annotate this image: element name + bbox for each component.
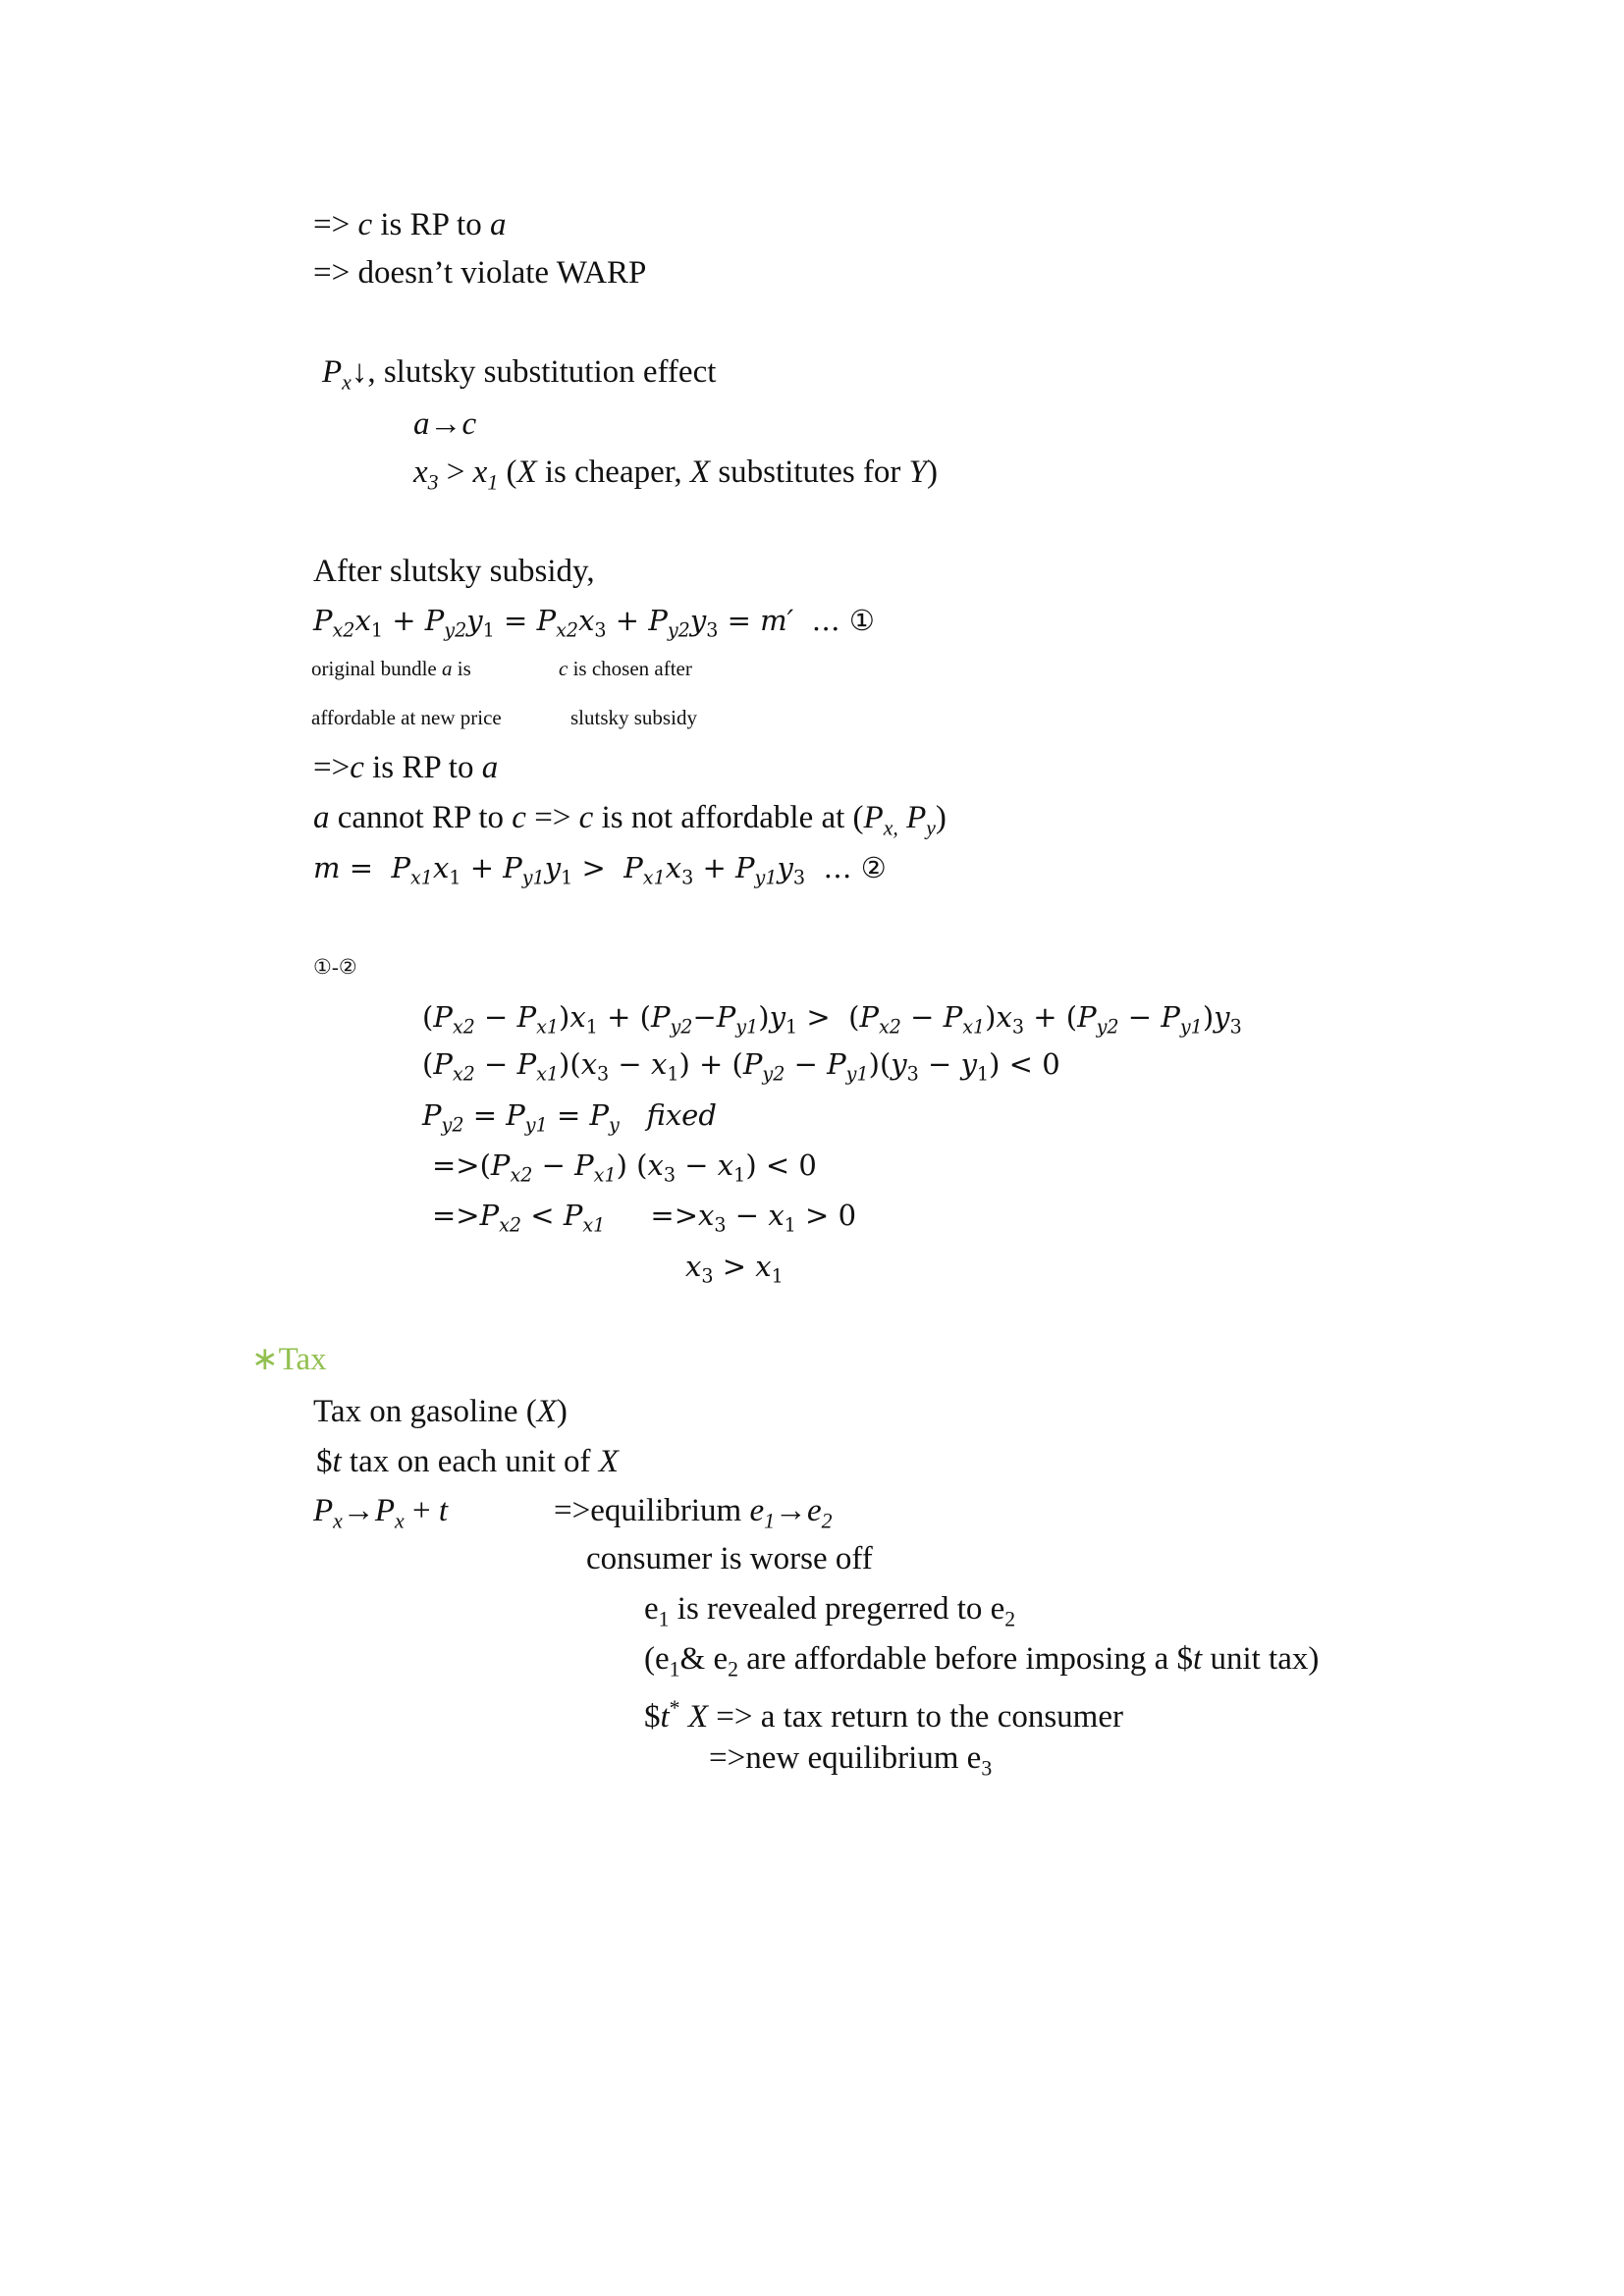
text-segment: 3: [714, 1213, 727, 1237]
text-segment: P: [563, 1199, 583, 1232]
derivation-6: [685, 1247, 784, 1297]
text-segment: +: [383, 604, 425, 637]
text-segment: 1: [785, 1015, 798, 1039]
text-segment: =>: [525, 800, 579, 835]
text-segment: > (: [797, 1000, 860, 1034]
a-to-c: [413, 404, 476, 444]
text-segment: P: [391, 851, 410, 884]
text-segment: 3: [681, 866, 694, 889]
text-segment: is RP to: [363, 750, 482, 785]
no-warp-violation: [313, 253, 646, 293]
text-segment: x: [698, 1199, 715, 1232]
text-segment: x2: [332, 618, 355, 642]
text-segment: )(: [559, 1047, 581, 1081]
text-segment: e: [807, 1493, 822, 1528]
text-segment: y2: [1096, 1015, 1119, 1039]
text-segment: x: [569, 1000, 586, 1034]
text-segment: ): [758, 1000, 770, 1034]
text-segment: x2: [452, 1015, 475, 1039]
text-segment: (: [498, 454, 517, 490]
text-segment: x2: [878, 1015, 901, 1039]
text-segment: −: [726, 1199, 769, 1232]
text-segment: c: [357, 207, 373, 242]
worse-off: [586, 1539, 873, 1578]
derivation-5: [432, 1196, 856, 1246]
text-segment: are affordable before imposing a $: [738, 1641, 1194, 1677]
text-segment: 2: [1004, 1607, 1016, 1631]
text-segment: … ①: [793, 604, 875, 637]
text-segment: P: [623, 851, 643, 884]
text-segment: original bundle: [311, 657, 442, 680]
price-change: [313, 1491, 448, 1541]
text-segment: x: [578, 604, 595, 637]
affordable-before-tax: [644, 1639, 1319, 1689]
text-segment: 2: [728, 1657, 738, 1682]
text-segment: … ②: [805, 851, 887, 884]
text-segment: P: [827, 1047, 846, 1081]
text-segment: x: [665, 851, 682, 884]
text-segment: −: [900, 1000, 944, 1034]
text-segment: P: [313, 604, 333, 637]
text-segment: + (: [597, 1000, 651, 1034]
text-segment: y: [777, 851, 793, 884]
text-segment: X: [516, 454, 537, 490]
text-segment: x2: [556, 618, 579, 642]
text-segment: x: [432, 851, 450, 884]
text-segment: a: [481, 750, 499, 785]
text-segment: x: [354, 604, 371, 637]
text-segment: 1: [482, 618, 495, 642]
text-segment: x: [768, 1199, 785, 1232]
text-segment: (: [422, 1047, 434, 1081]
after-subsidy: [313, 552, 595, 591]
text-segment: t: [332, 1444, 342, 1479]
text-segment: X: [536, 1394, 557, 1429]
text-segment: is revealed pregerred to e: [669, 1591, 1005, 1627]
text-segment: x1: [642, 866, 666, 889]
text-segment: y: [544, 851, 562, 884]
text-segment: y: [769, 1000, 785, 1034]
text-segment: x2: [452, 1062, 475, 1086]
text-segment: a: [313, 800, 330, 835]
text-segment: [898, 800, 906, 835]
text-segment: x: [395, 1509, 405, 1533]
note-original-bundle: [311, 656, 471, 681]
text-segment: =>equilibrium: [554, 1493, 750, 1528]
text-segment: x: [472, 454, 488, 490]
text-segment: (e: [644, 1641, 670, 1677]
text-segment: a: [441, 657, 453, 680]
tax-on-gasoline: [313, 1392, 568, 1431]
text-segment: 3: [701, 1264, 714, 1288]
text-segment: +: [404, 1493, 439, 1528]
text-segment: P: [422, 1098, 442, 1132]
text-segment: x,: [883, 816, 898, 840]
tax-per-unit: [316, 1442, 619, 1481]
text-segment: y1: [1179, 1015, 1203, 1039]
text-segment: P: [716, 1000, 736, 1034]
derivation-2: [422, 1044, 1060, 1095]
text-segment: y1: [524, 1113, 548, 1137]
text-segment: & e: [679, 1641, 729, 1677]
text-segment: ): [985, 1000, 997, 1034]
text-segment: 2: [821, 1509, 833, 1533]
text-segment: $: [316, 1444, 333, 1479]
text-segment: 3: [597, 1062, 610, 1086]
text-segment: y2: [667, 618, 690, 642]
equilibrium-change: [554, 1491, 833, 1541]
tax-return: [644, 1688, 1123, 1736]
text-segment: y1: [735, 1015, 759, 1039]
text-segment: =>(: [432, 1148, 491, 1182]
text-segment: P: [374, 1493, 396, 1528]
text-segment: =>new equilibrium e: [709, 1740, 982, 1776]
text-segment: y2: [441, 1113, 464, 1137]
text-segment: <: [521, 1199, 564, 1232]
derivation-3: [422, 1095, 717, 1146]
text-segment: 1: [487, 470, 499, 495]
text-segment: x2: [510, 1163, 533, 1187]
text-segment: ↓, slutsky substitution effect: [351, 354, 717, 390]
text-segment: 1: [733, 1163, 746, 1187]
text-segment: m′: [760, 604, 794, 637]
derivation-4: [432, 1146, 817, 1196]
eq1-minus-eq2: [313, 954, 357, 980]
text-segment: x: [996, 1000, 1012, 1034]
text-segment: −: [609, 1047, 651, 1081]
text-segment: 1: [976, 1062, 990, 1086]
text-segment: −: [474, 1047, 517, 1081]
text-segment: −: [692, 1000, 717, 1034]
text-segment: P: [503, 851, 522, 884]
text-segment: c: [461, 406, 477, 442]
text-segment: =>: [313, 207, 358, 242]
text-segment: y2: [670, 1015, 693, 1039]
text-segment: ): [927, 454, 939, 490]
text-segment: P: [1161, 1000, 1180, 1034]
text-segment: 1: [449, 866, 461, 889]
text-segment: =: [463, 1098, 507, 1132]
text-segment: y: [689, 604, 707, 637]
text-segment: +: [693, 851, 736, 884]
px-decrease: [322, 352, 716, 402]
text-segment: substitutes for: [710, 454, 909, 490]
text-segment: is cheaper,: [536, 454, 690, 490]
note-affordable: [311, 705, 502, 730]
text-segment: >: [438, 454, 473, 490]
text-segment: is: [452, 657, 471, 680]
a-cannot-rp: [313, 798, 947, 848]
text-segment: −: [532, 1148, 575, 1182]
text-segment: 3: [427, 470, 439, 495]
text-segment: 3: [981, 1756, 993, 1781]
text-segment: => doesn’t violate WARP: [313, 255, 647, 291]
derivation-1: [422, 997, 1242, 1047]
text-segment: ①-②: [313, 955, 357, 979]
text-segment: => a tax return to the consumer: [707, 1698, 1123, 1735]
text-segment: (: [422, 1000, 434, 1034]
text-segment: ) (: [616, 1148, 648, 1182]
text-segment: P: [648, 604, 668, 637]
text-segment: x: [755, 1250, 772, 1283]
text-segment: ∗Tax: [251, 1342, 327, 1377]
text-segment: + (: [1024, 1000, 1078, 1034]
text-segment: t: [1193, 1641, 1203, 1677]
text-segment: X: [689, 454, 711, 490]
text-segment: consumer is worse off: [586, 1541, 873, 1576]
note-c-chosen: [559, 656, 692, 681]
text-segment: ) < 0: [989, 1047, 1060, 1081]
text-segment: e: [749, 1493, 765, 1528]
text-segment: ): [935, 800, 947, 835]
text-segment: P: [424, 604, 445, 637]
text-segment: P: [1077, 1000, 1097, 1034]
text-segment: tax on each unit of: [341, 1444, 599, 1479]
text-segment: −: [785, 1047, 828, 1081]
text-segment: c: [559, 657, 568, 680]
text-segment: Y: [908, 454, 928, 490]
text-segment: x2: [499, 1213, 522, 1237]
text-segment: →: [429, 406, 462, 442]
text-segment: y1: [754, 866, 778, 889]
equation-2: [313, 848, 887, 898]
text-segment: y1: [845, 1062, 869, 1086]
text-segment: cannot RP to: [329, 800, 513, 835]
text-segment: P: [313, 1493, 334, 1528]
text-segment: 1: [764, 1509, 775, 1533]
x3-gt-x1: [413, 453, 938, 503]
text-segment: =: [494, 604, 537, 637]
text-segment: x: [413, 454, 428, 490]
text-segment: ): [556, 1394, 568, 1429]
text-segment: [620, 1098, 647, 1132]
text-segment: y: [1214, 1000, 1230, 1034]
note-slutsky-subsidy: [570, 705, 697, 730]
text-segment: P: [742, 1047, 763, 1081]
text-segment: =: [340, 851, 392, 884]
text-segment: +: [460, 851, 504, 884]
text-segment: P: [433, 1000, 453, 1034]
text-segment: x1: [536, 1015, 560, 1039]
text-segment: 1: [771, 1264, 784, 1288]
text-segment: x1: [536, 1062, 560, 1086]
text-segment: P: [479, 1199, 500, 1232]
tax-heading: [251, 1340, 327, 1379]
text-segment: −: [918, 1047, 961, 1081]
text-segment: x: [717, 1148, 734, 1182]
text-segment: fixed: [646, 1098, 717, 1132]
text-segment: P: [735, 851, 755, 884]
text-segment: −: [676, 1148, 718, 1182]
text-segment: y2: [762, 1062, 785, 1086]
text-segment: y2: [444, 618, 467, 642]
text-segment: =>: [605, 1199, 699, 1232]
text-segment: 1: [370, 618, 384, 642]
text-segment: a: [489, 207, 507, 242]
text-segment: P: [906, 800, 927, 835]
text-segment: > 0: [795, 1199, 857, 1232]
text-segment: [680, 1699, 688, 1735]
text-segment: =>: [432, 1199, 480, 1232]
text-segment: 3: [706, 618, 719, 642]
text-segment: 1: [585, 1015, 598, 1039]
text-segment: *: [669, 1696, 680, 1720]
text-segment: c: [350, 750, 364, 785]
text-segment: is RP to: [372, 207, 490, 242]
text-segment: affordable at new price: [311, 706, 502, 729]
text-segment: a: [413, 406, 430, 442]
text-segment: 1: [667, 1062, 679, 1086]
text-segment: $: [644, 1698, 661, 1735]
text-segment: →: [775, 1493, 807, 1528]
text-segment: P: [433, 1047, 453, 1081]
text-segment: P: [650, 1000, 671, 1034]
text-segment: y: [960, 1047, 977, 1081]
text-segment: P: [859, 1000, 879, 1034]
text-segment: x: [650, 1047, 668, 1081]
text-segment: 3: [1229, 1015, 1242, 1039]
text-segment: c: [512, 800, 526, 835]
text-segment: Tax on gasoline (: [313, 1394, 537, 1429]
text-segment: is chosen after: [568, 657, 692, 680]
text-segment: P: [536, 604, 557, 637]
text-segment: y: [926, 816, 936, 840]
text-segment: >: [572, 851, 624, 884]
text-segment: unit tax): [1202, 1641, 1320, 1677]
text-segment: 1: [658, 1607, 670, 1631]
text-segment: 1: [784, 1213, 796, 1237]
text-segment: x: [342, 370, 352, 395]
text-segment: 1: [669, 1657, 680, 1682]
text-segment: ) + (: [678, 1047, 743, 1081]
text-segment: P: [490, 1148, 511, 1182]
text-segment: e: [644, 1591, 659, 1627]
text-segment: >: [713, 1250, 756, 1283]
text-segment: P: [506, 1098, 525, 1132]
text-segment: x1: [409, 866, 433, 889]
text-segment: −: [1118, 1000, 1162, 1034]
text-segment: t: [660, 1698, 670, 1735]
text-segment: P: [516, 1047, 537, 1081]
text-segment: P: [943, 1000, 963, 1034]
text-segment: =>: [313, 750, 351, 785]
text-segment: x1: [593, 1163, 617, 1187]
text-segment: )(: [868, 1047, 892, 1081]
revealed-preferred: [644, 1589, 1015, 1639]
text-segment: P: [574, 1148, 594, 1182]
text-segment: After slutsky subsidy,: [313, 554, 595, 589]
text-segment: x: [685, 1250, 702, 1283]
text-segment: x1: [962, 1015, 986, 1039]
text-segment: P: [322, 354, 343, 390]
text-segment: P: [589, 1098, 610, 1132]
text-segment: 3: [792, 866, 806, 889]
text-segment: y1: [521, 866, 545, 889]
text-segment: c: [578, 800, 594, 835]
text-segment: 1: [561, 866, 573, 889]
text-segment: x: [333, 1509, 343, 1533]
c-rp-to-a-2: [313, 748, 498, 787]
text-segment: P: [863, 800, 884, 835]
text-segment: 3: [906, 1062, 919, 1086]
text-segment: ) < 0: [745, 1148, 817, 1182]
text-segment: →: [342, 1493, 375, 1528]
text-segment: y: [609, 1113, 620, 1137]
text-segment: slutsky subsidy: [570, 706, 697, 729]
text-segment: x: [647, 1148, 664, 1182]
text-segment: ): [1202, 1000, 1215, 1034]
text-segment: 3: [663, 1163, 677, 1187]
text-segment: P: [516, 1000, 537, 1034]
text-segment: −: [474, 1000, 517, 1034]
c-rp-to-a-1: [313, 205, 506, 244]
text-segment: =: [547, 1098, 590, 1132]
new-equilibrium: [709, 1738, 992, 1789]
text-segment: x1: [582, 1213, 606, 1237]
equation-1: [313, 601, 875, 651]
text-segment: +: [606, 604, 649, 637]
text-segment: x: [580, 1047, 598, 1081]
text-segment: y: [466, 604, 483, 637]
text-segment: X: [598, 1444, 619, 1479]
text-segment: 3: [1011, 1015, 1025, 1039]
text-segment: y: [891, 1047, 907, 1081]
text-segment: m: [313, 851, 341, 884]
text-segment: ): [559, 1000, 570, 1034]
text-segment: =: [718, 604, 761, 637]
text-segment: t: [438, 1493, 448, 1528]
text-segment: 3: [594, 618, 607, 642]
text-segment: X: [687, 1698, 708, 1735]
text-segment: is not affordable at (: [593, 800, 864, 835]
